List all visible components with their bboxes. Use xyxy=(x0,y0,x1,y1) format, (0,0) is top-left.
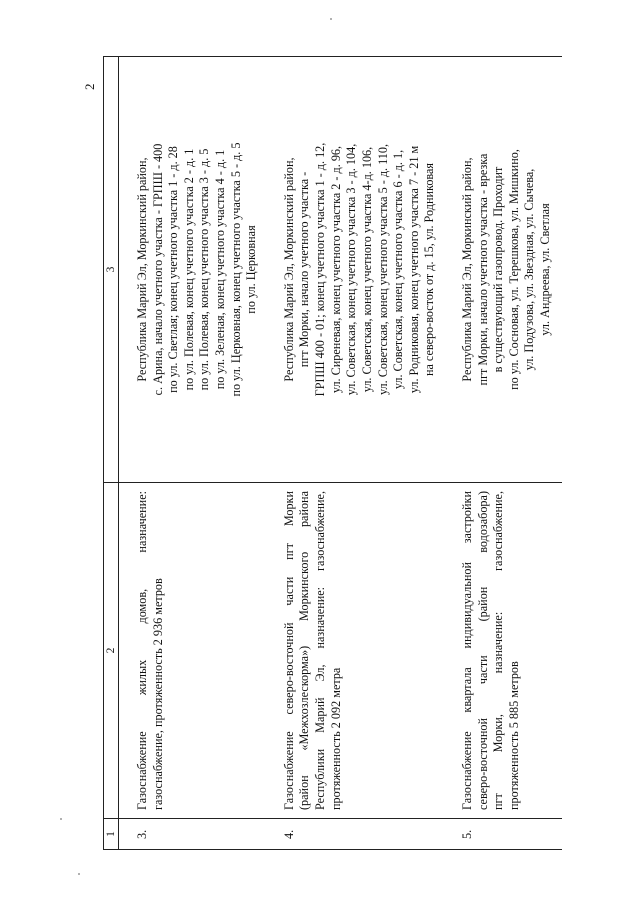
route-cell xyxy=(119,57,268,483)
route-line: ул. Советская, конец учетного участка 3 - д. 104, xyxy=(344,143,359,396)
name-line: протяженность 2 092 метра xyxy=(328,667,343,810)
route-line: ул. Сиреневая, конец учетного участка 2 - д. 96, xyxy=(328,145,343,394)
scan-speck xyxy=(330,18,332,20)
route-line: по ул. Церковная xyxy=(244,225,259,314)
scan-speck xyxy=(60,818,62,820)
name-line: Газоснабжение квартала индивидуальной застройки xyxy=(459,491,474,810)
name-line: пгт Морки, назначение: газоснабжение, xyxy=(491,491,506,810)
route-line: пгт Морки, начало учетного участка - xyxy=(297,171,312,368)
name-line: Республики Марий Эл, назначение: газоснабжение, xyxy=(313,491,328,810)
object-name-cell xyxy=(268,483,446,819)
route-line: ул. Подузова, ул. Звездная, ул. Сычева, xyxy=(522,168,537,371)
route-line: ул. Советская, конец учетного участка 4-д. 106, xyxy=(359,146,374,393)
route-cell xyxy=(446,57,562,483)
table-row xyxy=(268,57,446,850)
route-line: ул. Родниковая, конец учетного участка 7 - 21 м xyxy=(406,145,421,394)
header-col-2: 2 xyxy=(104,483,119,819)
scan-speck xyxy=(78,873,80,875)
route-line: Республика Марий Эл, Моркинский район, xyxy=(281,157,296,382)
object-name-cell xyxy=(119,483,268,819)
route-line: на северо-восток от д. 15, ул. Родниковая xyxy=(422,162,437,377)
name-line: газоснабжение, протяженность 2 936 метров xyxy=(150,578,165,810)
name-line: Газоснабжение северо-восточной части пгт Морки xyxy=(281,491,296,810)
route-line: по ул. Полевая, конец учетного участка 2 - д. 1 xyxy=(181,148,196,391)
header-col-3: 3 xyxy=(104,57,119,483)
route-cell xyxy=(268,57,446,483)
route-line: в существующий газопровод. Проходит xyxy=(491,166,506,373)
route-line: по ул. Сосновая, ул. Терешкова, ул. Мишкино, xyxy=(506,149,521,390)
route-line: пгт Морки, начало учетного участка - врезка xyxy=(475,153,490,386)
route-line: ул. Андреева, ул. Светлая xyxy=(538,203,553,336)
route-line: по ул. Зеленая, конец учетного участка 4 - д. 1 xyxy=(213,149,228,390)
route-line: по ул. Светлая; конец учетного участка 1 - д. 28 xyxy=(166,146,181,393)
page-number: 2 xyxy=(82,83,97,90)
route-line: Республика Марий Эл, Моркинский район, xyxy=(459,157,474,382)
route-line: Республика Марий Эл, Моркинский район, xyxy=(135,157,149,382)
table-header-row xyxy=(104,57,119,850)
route-line: с. Арина, начало учетного участка - ГРПШ - 400 xyxy=(150,143,165,396)
name-line: протяженность 5 885 метров xyxy=(506,661,521,810)
row-number: 3. xyxy=(119,819,268,850)
route-line: ул. Советская, конец учетного участка 5 - д. 110, xyxy=(375,143,390,396)
table-row xyxy=(446,57,562,850)
name-line: Газоснабжение жилых домов, назначение: xyxy=(135,491,149,810)
table-row xyxy=(119,57,268,850)
route-line: по ул. Полевая, конец учетного участка 3 - д. 5 xyxy=(197,148,212,391)
name-line: северо-восточной части (район водозабора) xyxy=(475,491,490,810)
name-line: (район «Межхозлескорма») Моркинского района xyxy=(297,491,312,810)
route-line: ГРПШ 400 - 01; конец учетного участка 1 - д. 12, xyxy=(313,142,328,397)
header-col-1: 1 xyxy=(104,819,119,850)
row-number: 4. xyxy=(268,819,446,850)
gas-supply-table xyxy=(103,56,562,850)
row-number: 5. xyxy=(446,819,562,850)
object-name-cell xyxy=(446,483,562,819)
route-line: по ул. Церковная, конец учетного участка 5 - д. 5 xyxy=(228,142,243,397)
route-line: ул. Советская, конец учетного участка 6 - д. 1, xyxy=(391,149,406,390)
